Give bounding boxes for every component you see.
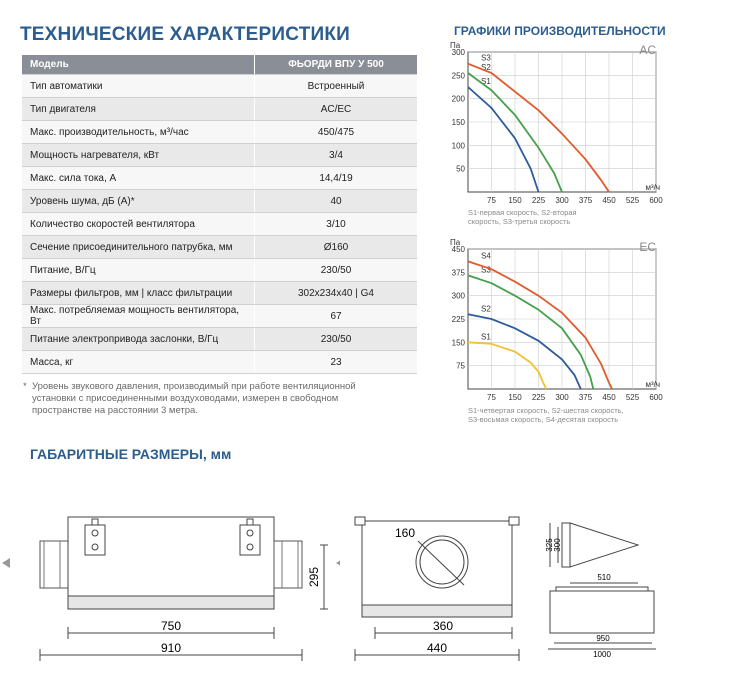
spec-value: 450/475 [255, 121, 418, 144]
spec-row [22, 190, 417, 213]
spec-value: 23 [255, 351, 418, 374]
footnote [24, 381, 364, 417]
dim-cone-height-inner: 300 [553, 538, 562, 552]
side-view-drawing [0, 505, 340, 675]
filter-cone [570, 523, 638, 567]
dims-title: ГАБАРИТНЫЕ РАЗМЕРЫ, мм [30, 446, 232, 462]
spec-value: 3/4 [255, 144, 418, 167]
chart-ec-legend-text: S1-четвертая скорость, S2-шестая скорость, S3-восьмая скорость, S4-десятая скорость [468, 406, 624, 424]
x-tick-label: 225 [531, 196, 546, 205]
spec-label: Макс. производительность, м³/час [22, 121, 255, 144]
filter-drawing [540, 505, 670, 665]
duct-circle [416, 536, 468, 588]
chart-ec [440, 235, 670, 407]
chart-ac-legend [468, 208, 598, 226]
x-tick-label: 525 [625, 393, 640, 402]
spec-row [22, 121, 417, 144]
x-tick-label: 525 [625, 196, 640, 205]
dim-side-total: 910 [160, 641, 182, 655]
spec-label: Мощность нагревателя, кВт [22, 144, 255, 167]
series-label-s2: S2 [481, 304, 491, 314]
spec-value: 230/50 [255, 328, 418, 351]
spec-value: 40 [255, 190, 418, 213]
x-tick-label: 375 [578, 393, 593, 402]
y-axis-label: Па [450, 238, 461, 247]
spec-label: Уровень шума, дБ (А)* [22, 190, 255, 213]
chart-motor-label: EC [639, 240, 656, 254]
specs-title: ТЕХНИЧЕСКИЕ ХАРАКТЕРИСТИКИ [20, 24, 351, 45]
spec-label: Макс. потребляемая мощность вентилятора, Вт [22, 305, 255, 328]
y-tick-label: 150 [451, 118, 465, 127]
x-tick-label: 225 [531, 393, 546, 402]
dim-side-height: 295 [307, 566, 321, 588]
dim-cone-length: 510 [597, 573, 611, 582]
series-label-s1: S1 [481, 332, 491, 342]
spec-value: 230/50 [255, 259, 418, 282]
x-axis-label: м³/ч [645, 183, 660, 192]
x-tick-label: 75 [487, 196, 496, 205]
y-axis-label: Па [450, 41, 461, 50]
spec-row [22, 144, 417, 167]
x-tick-label: 75 [487, 393, 496, 402]
y-tick-label: 50 [456, 164, 465, 174]
spec-row [22, 236, 417, 259]
y-tick-label: 300 [451, 291, 465, 301]
series-label-s1: S1 [481, 77, 491, 86]
spec-label: Количество скоростей вентилятора [22, 213, 255, 236]
spec-row [22, 98, 417, 121]
x-tick-label: 600 [649, 393, 663, 402]
spec-label: Размеры фильтров, мм | класс фильтрации [22, 282, 255, 305]
spec-label: Питание электропривода заслонки, В/Гц [22, 328, 255, 351]
filter-base [550, 591, 654, 633]
spec-row [22, 259, 417, 282]
x-tick-label: 150 [508, 393, 522, 402]
footnote-text: Уровень звукового давления, производимый при работе вентиляционной установки с присоединенными воздуховодами, измерен в свободном пространстве на расстоянии 3 метра. [32, 381, 356, 416]
spec-value: 302x234x40 | G4 [255, 282, 418, 305]
y-tick-label: 200 [451, 94, 465, 104]
x-tick-label: 450 [602, 196, 616, 205]
spec-row [22, 282, 417, 305]
dim-base-total: 1000 [593, 650, 611, 659]
spec-value: Встроенный [255, 75, 418, 98]
spec-row [22, 167, 417, 190]
chart-ec-legend [468, 406, 628, 424]
x-axis-label: м³/ч [645, 380, 660, 389]
spec-row [22, 328, 417, 351]
spec-value: Ø160 [255, 236, 418, 259]
y-tick-label: 100 [451, 141, 465, 151]
front-view-drawing [350, 505, 530, 675]
spec-value: ФЬОРДИ ВПУ У 500 [255, 55, 418, 75]
spec-label: Масса, кг [22, 351, 255, 374]
spec-row [22, 351, 417, 374]
spec-label: Тип двигателя [22, 98, 255, 121]
airflow-arrow-right [336, 558, 340, 568]
dim-side-inner: 750 [160, 619, 182, 633]
spec-value: 14,4/19 [255, 167, 418, 190]
spec-value: 3/10 [255, 213, 418, 236]
y-tick-label: 300 [451, 48, 465, 57]
spec-label: Тип автоматики [22, 75, 255, 98]
series-label-s3: S3 [481, 53, 491, 63]
chart-motor-label: AC [639, 43, 656, 57]
y-tick-label: 375 [451, 268, 465, 278]
spec-row [22, 75, 417, 98]
footnote-star: * [23, 381, 27, 392]
airflow-arrow-left [2, 558, 10, 568]
spec-label: Сечение присоединительного патрубка, мм [22, 236, 255, 259]
charts-title: ГРАФИКИ ПРОИЗВОДИТЕЛЬНОСТИ [454, 24, 666, 38]
x-tick-label: 375 [578, 196, 593, 205]
spec-row [22, 305, 417, 328]
y-tick-label: 225 [451, 315, 465, 324]
spec-label: Макс. сила тока, А [22, 167, 255, 190]
spec-label: Модель [22, 55, 255, 75]
spec-table [22, 55, 417, 374]
spec-row [22, 213, 417, 236]
dim-front-inner: 360 [432, 619, 454, 633]
spec-label: Питание, В/Гц [22, 259, 255, 282]
x-tick-label: 300 [555, 393, 569, 402]
series-label-s4: S4 [481, 251, 491, 261]
series-label-s3: S3 [481, 265, 491, 275]
dim-front-total: 440 [426, 641, 448, 655]
y-tick-label: 450 [451, 245, 465, 254]
y-tick-label: 75 [456, 361, 465, 371]
x-tick-label: 600 [649, 196, 663, 205]
x-tick-label: 150 [508, 196, 522, 205]
dim-cone-height-outer: 325 [545, 538, 554, 552]
spec-value: 67 [255, 305, 418, 328]
dim-front-diameter: 160 [395, 526, 416, 540]
y-tick-label: 150 [451, 338, 465, 348]
y-tick-label: 250 [451, 71, 465, 81]
spec-header-row [22, 55, 417, 75]
spec-value: AC/EC [255, 98, 418, 121]
chart-ac-legend-text: S1-первая скорость, S2-вторая скорость, S3-третья скорость [468, 208, 577, 226]
chart-ac [440, 38, 670, 208]
x-tick-label: 300 [555, 196, 569, 205]
x-tick-label: 450 [602, 393, 616, 402]
series-label-s2: S2 [481, 63, 491, 72]
dim-base-inner: 950 [596, 634, 610, 643]
